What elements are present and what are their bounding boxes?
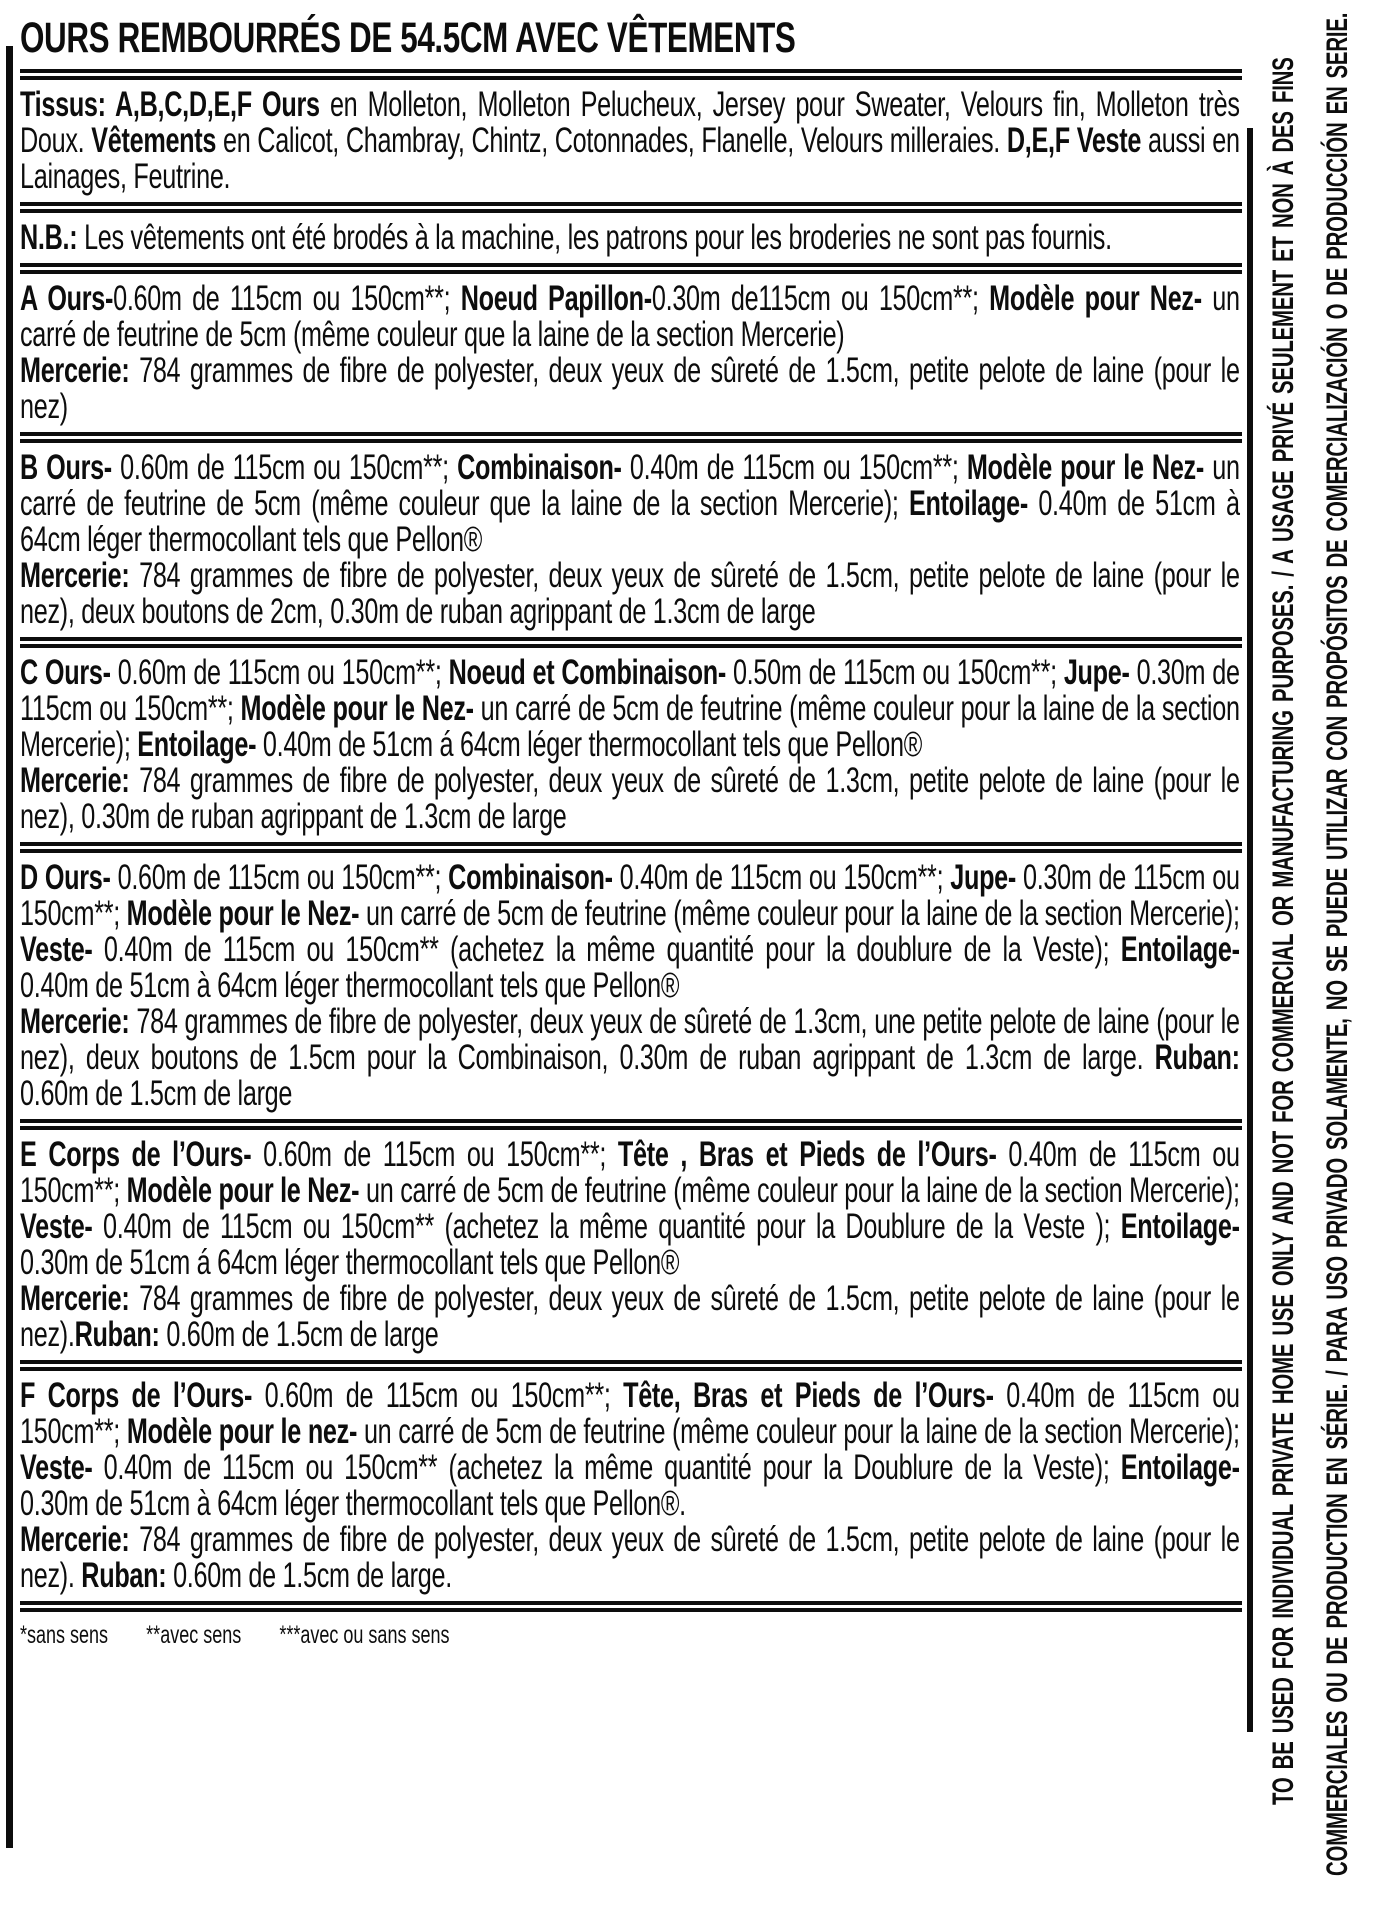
view-e-spec: [20, 1137, 1242, 1353]
nap-legend: [20, 1620, 1240, 1650]
view-e-requirements: E Corps de l’Ours- 0.60m de 115cm ou 150cm**; Tête , Bras et Pieds de l’Ours- 0.40m de 115cm ou 150cm**; Modèle pour le Nez- un carré de 5cm de feutrine (même couleur pour la laine de la section Mercerie); Veste- 0.40m de 115cm ou 150cm** (achetez la même quantité pour la Doublure de la Veste ); Entoilage- 0.30m de 51cm á 64cm léger thermocollant tels que Pellon®: [20, 1135, 1240, 1282]
divider-rule: [20, 432, 1242, 443]
view-d-requirements: D Ours- 0.60m de 115cm ou 150cm**; Combinaison- 0.40m de 115cm ou 150cm**; Jupe- 0.30m de 115cm ou 150cm**; Modèle pour le Nez- un carré de 5cm de feutrine (même couleur pour la laine de la section Mercerie); Veste- 0.40m de 115cm ou 150cm** (achetez la même quantité pour la doublure de la Veste); Entoilage- 0.40m de 51cm à 64cm léger thermocollant tels que Pellon®: [20, 858, 1240, 1005]
view-a-requirements: A Ours-0.60m de 115cm ou 150cm**; Noeud Papillon-0.30m de115cm ou 150cm**; Modèle pour Nez- un carré de feutrine de 5cm (même couleur que la laine de la section Mercerie): [20, 279, 1240, 354]
divider-rule: [20, 1360, 1242, 1371]
view-b-requirements: B Ours- 0.60m de 115cm ou 150cm**; Combinaison- 0.40m de 115cm ou 150cm**; Modèle pour le Nez- un carré de feutrine de 5cm (même couleur que la laine de la section Mercerie); Entoilage- 0.40m de 51cm à 64cm léger thermocollant tels que Pellon®: [20, 448, 1240, 559]
note-paragraph: N.B.: Les vêtements ont été brodés à la machine, les patrons pour les broderies ne sont pas fournis.: [20, 218, 1112, 257]
view-b-spec: [20, 450, 1242, 630]
nap-legend-without-nap: *sans sens: [20, 1621, 109, 1649]
view-c-notions: Mercerie: 784 grammes de fibre de polyester, deux yeux de sûreté de 1.3cm, petite pelote de laine (pour le nez), 0.30m de ruban agrippant de 1.3cm de large: [20, 761, 1240, 836]
divider-rule: [20, 202, 1242, 213]
fabrics-paragraph: Tissus: A,B,C,D,E,F Ours en Molleton, Molleton Pelucheux, Jersey pour Sweater, Velours fin, Molleton très Doux. Vêtements en Calicot, Chambray, Chintz, Cotonnades, Flanelle, Velours milleraies. D,E,F Veste aussi en Lainages, Feutrine.: [20, 85, 1240, 196]
nap-legend-with-nap: **avec sens: [146, 1621, 242, 1649]
view-f-requirements: F Corps de l’Ours- 0.60m de 115cm ou 150cm**; Tête, Bras et Pieds de l’Ours- 0.40m de 115cm ou 150cm**; Modèle pour le nez- un carré de 5cm de feutrine (même couleur pour la laine de la section Mercerie); Veste- 0.40m de 115cm ou 150cm** (achetez la même quantité pour la Doublure de la Veste); Entoilage- 0.30m de 51cm à 64cm léger thermocollant tels que Pellon®.: [20, 1376, 1240, 1523]
nap-legend-with-or-without-nap: ***avec ou sans sens: [279, 1621, 450, 1649]
divider-rule: [20, 637, 1242, 648]
legal-vertical-text-line1: TO BE USED FOR INDIVIDUAL PRIVATE HOME USE ONLY AND NOT FOR COMMERCIAL OR MANUFACTURING PURPOSES. / A USAGE PRIVÉ SEULEMENT ET NON À DES FINS: [1267, 57, 1300, 1805]
legal-vertical-text-line2: COMMERCIALES OU DE PRODUCTION EN SÉRIE. / PARA USO PRIVADO SOLAMENTE, NO SE PUEDE UTILIZAR CON PROPÓSITOS DE COMERCIALIZACIÓN O DE PRODUCCIÓN EN SERIE.: [1321, 12, 1354, 1877]
page-title: OURS REMBOURRÉS DE 54.5CM AVEC VÊTEMENTS: [20, 14, 796, 62]
divider-rule: [20, 1601, 1242, 1612]
divider-rule: [20, 69, 1242, 80]
view-b-notions: Mercerie: 784 grammes de fibre de polyester, deux yeux de sûreté de 1.5cm, petite pelote de laine (pour le nez), deux boutons de 2cm, 0.30m de ruban agrippant de 1.3cm de large: [20, 556, 1240, 631]
view-c-requirements: C Ours- 0.60m de 115cm ou 150cm**; Noeud et Combinaison- 0.50m de 115cm ou 150cm**; Jupe- 0.30m de 115cm ou 150cm**; Modèle pour le Nez- un carré de 5cm de feutrine (même couleur pour la laine de la section Mercerie); Entoilage- 0.40m de 51cm á 64cm léger thermocollant tels que Pellon®: [20, 653, 1240, 764]
right-border-rule: [1247, 128, 1253, 1732]
view-e-notions: Mercerie: 784 grammes de fibre de polyester, deux yeux de sûreté de 1.5cm, petite pelote de laine (pour le nez).Ruban: 0.60m de 1.5cm de large: [20, 1279, 1240, 1354]
view-a-spec: [20, 281, 1242, 425]
left-border-rule: [6, 46, 13, 1848]
view-a-notions: Mercerie: 784 grammes de fibre de polyester, deux yeux de sûreté de 1.5cm, petite pelote de laine (pour le nez): [20, 351, 1240, 426]
view-d-spec: [20, 860, 1242, 1112]
view-d-notions: Mercerie: 784 grammes de fibre de polyester, deux yeux de sûreté de 1.3cm, une petite pelote de laine (pour le nez), deux boutons de 1.5cm pour la Combinaison, 0.30m de ruban agrippant de 1.3cm de large. Ruban: 0.60m de 1.5cm de large: [20, 1002, 1240, 1113]
divider-rule: [20, 1119, 1242, 1130]
divider-rule: [20, 842, 1242, 853]
view-c-spec: [20, 655, 1242, 835]
divider-rule: [20, 263, 1242, 274]
view-f-notions: Mercerie: 784 grammes de fibre de polyester, deux yeux de sûreté de 1.5cm, petite pelote de laine (pour le nez). Ruban: 0.60m de 1.5cm de large.: [20, 1520, 1240, 1595]
view-f-spec: [20, 1378, 1242, 1594]
yardage-block: [20, 14, 1242, 1650]
